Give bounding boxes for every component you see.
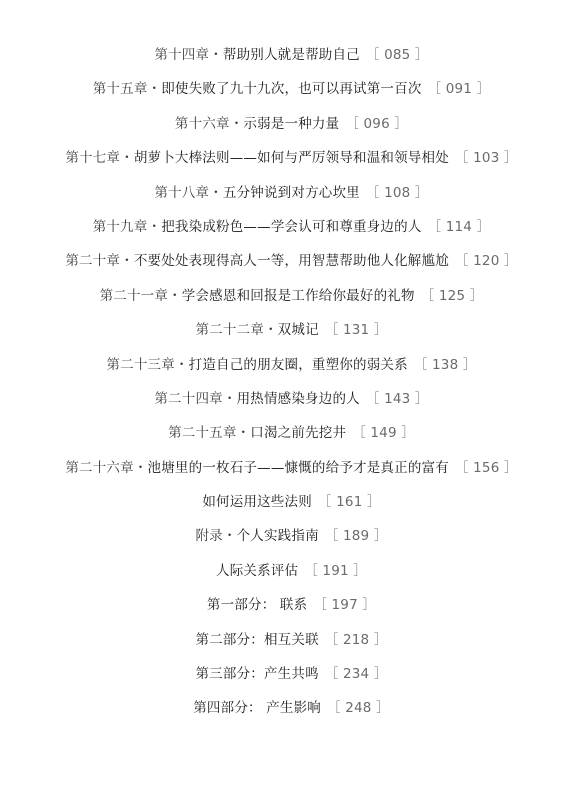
toc-entry-page: ［ 108 ］ [365,184,429,201]
toc-entry[interactable] [0,279,583,313]
toc-entry-prefix: 第二十一章・ [99,287,182,304]
toc-entry[interactable] [0,313,583,347]
toc-entry-title: 人际关系评估 [216,562,299,579]
toc-entry-page: ［ 143 ］ [365,390,429,407]
toc-entry-page: ［ 131 ］ [324,322,388,339]
toc-entry-title: 第四部分： 产生影响 [193,700,322,717]
toc-entry-title: 胡萝卜大棒法则——如何与严厉领导和温和领导相处 [133,150,449,167]
toc-entry[interactable] [0,244,583,278]
toc-entry-prefix: 第二十六章・ [65,459,148,476]
toc-entry[interactable] [0,485,583,519]
toc-entry-title: 用热情感染身边的人 [236,390,360,407]
toc-entry[interactable] [0,416,583,450]
toc-entry-prefix: 第二十二章・ [195,322,278,339]
toc-entry-page: ［ 197 ］ [313,597,377,614]
toc-entry-page: ［ 156 ］ [454,459,518,476]
toc-entry-title: 第一部分： 联系 [206,597,308,614]
toc-entry[interactable] [0,691,583,725]
toc-entry[interactable] [0,38,583,72]
toc-entry[interactable] [0,210,583,244]
toc-entry-prefix: 附录・ [195,528,237,545]
toc-entry-page: ［ 085 ］ [365,47,429,63]
toc-entry-page: ［ 149 ］ [352,425,415,442]
toc-entry-page: ［ 161 ］ [317,494,381,511]
toc-entry[interactable] [0,657,583,691]
toc-entry-title: 打造自己的朋友圈，重塑你的弱关系 [188,356,408,373]
toc-entry-page: ［ 125 ］ [420,287,484,304]
toc-entry[interactable] [0,554,583,588]
toc-entry-prefix: 第十六章・ [174,115,244,132]
toc-entry-prefix: 第十八章・ [154,184,223,201]
toc-entry-prefix: 第十九章・ [92,218,162,235]
toc-entry[interactable] [0,519,583,553]
toc-entry-page: ［ 091 ］ [427,81,491,98]
toc-entry-title: 示弱是一种力量 [243,115,340,132]
table-of-contents [0,38,583,726]
toc-entry-page: ［ 189 ］ [324,528,388,545]
toc-entry-prefix: 第二十章・ [65,253,134,270]
toc-entry-prefix: 第二十三章・ [106,356,189,373]
toc-entry-title: 个人实践指南 [236,528,319,545]
toc-entry[interactable] [0,176,583,210]
toc-entry-prefix: 第二十四章・ [154,390,237,407]
toc-entry[interactable] [0,348,583,382]
toc-entry-prefix: 第二十五章・ [168,425,251,442]
toc-entry-title: 池塘里的一枚石子——慷慨的给予才是真正的富有 [147,459,449,476]
toc-entry-page: ［ 138 ］ [413,356,477,373]
toc-entry-prefix: 第十四章・ [154,47,223,63]
toc-entry-title: 如何运用这些法则 [202,494,312,511]
toc-entry-title: 第三部分：产生共鸣 [195,666,319,683]
toc-entry[interactable] [0,382,583,416]
toc-entry-title: 把我染成粉色——学会认可和尊重身边的人 [161,218,422,235]
toc-entry[interactable] [0,451,583,485]
toc-entry-title: 即使失败了九十九次，也可以再试第一百次 [161,81,422,98]
toc-entry-prefix: 第十七章・ [65,150,134,167]
toc-entry-title: 五分钟说到对方心坎里 [222,184,360,201]
toc-entry-title: 帮助别人就是帮助自己 [222,47,360,63]
toc-entry-page: ［ 218 ］ [324,631,388,648]
toc-entry-title: 双城记 [277,322,319,339]
toc-entry-page: ［ 234 ］ [324,666,388,683]
toc-entry-page: ［ 103 ］ [454,150,518,167]
toc-entry[interactable] [0,72,583,106]
toc-entry-page: ［ 114 ］ [427,218,491,235]
toc-entry-title: 第二部分：相互关联 [195,631,319,648]
toc-entry-page: ［ 248 ］ [327,700,390,717]
toc-entry[interactable] [0,141,583,175]
toc-entry[interactable] [0,623,583,657]
toc-entry[interactable] [0,107,583,141]
toc-entry-page: ［ 096 ］ [345,115,409,132]
toc-entry-title: 口渴之前先挖井 [250,425,347,442]
toc-entry-title: 不要处处表现得高人一等，用智慧帮助他人化解尴尬 [133,253,449,270]
toc-entry[interactable] [0,588,583,622]
toc-entry-page: ［ 120 ］ [454,253,518,270]
toc-entry-prefix: 第十五章・ [92,81,162,98]
toc-entry-title: 学会感恩和回报是工作给你最好的礼物 [181,287,415,304]
toc-entry-page: ［ 191 ］ [304,562,367,579]
